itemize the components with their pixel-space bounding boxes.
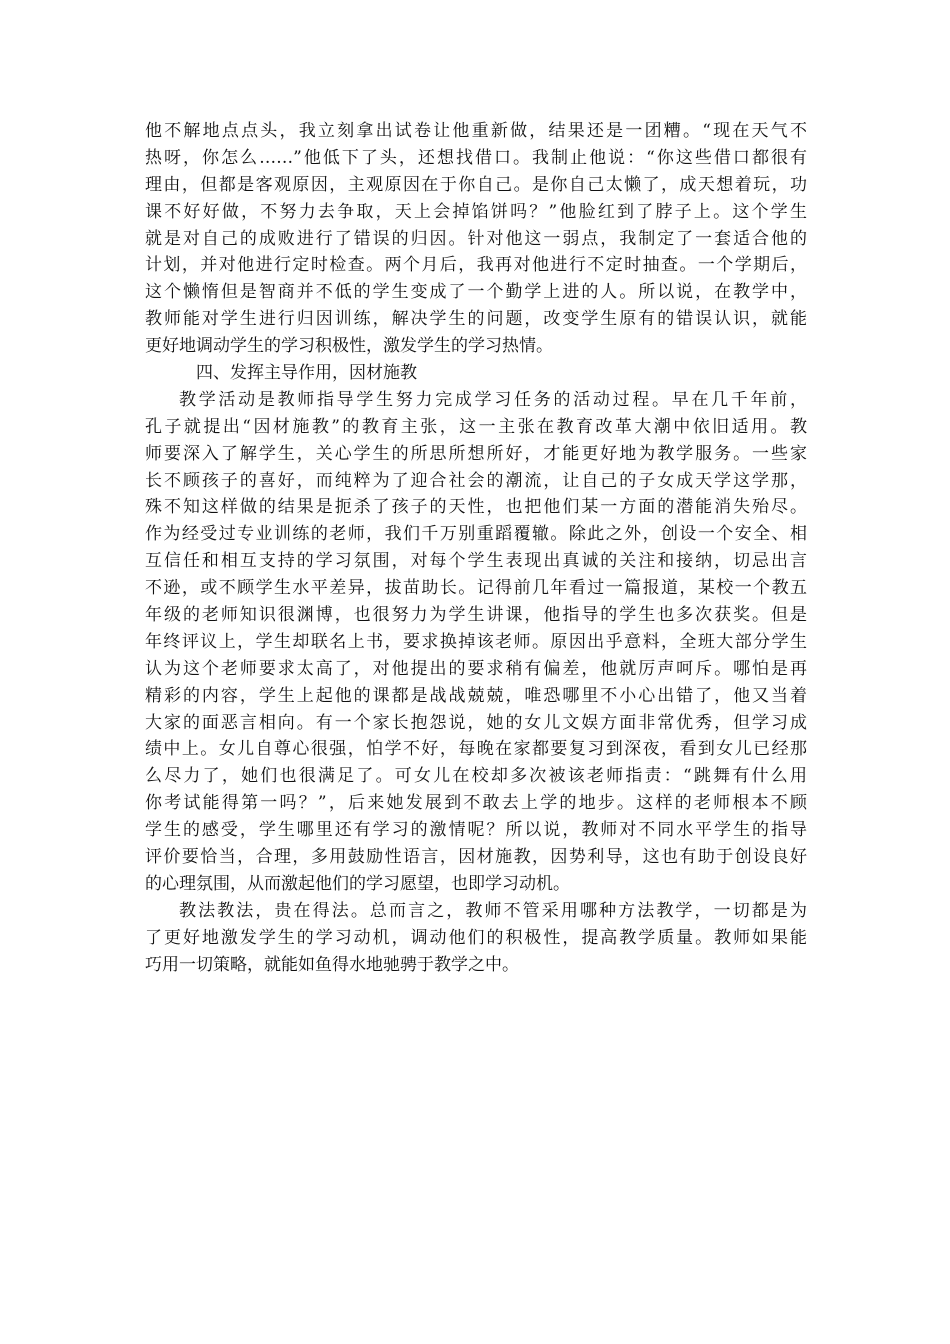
- text-line: 教师能对学生进行归因训练，解决学生的问题，改变学生原有的错误认识，就能: [145, 309, 807, 330]
- text-line: 理由，但都是客观原因，主观原因在于你自己。是你自己太懒了，成天想着玩，功: [145, 174, 807, 195]
- text-line: 师要深入了解学生，关心学生的所思所想所好，才能更好地为教学服务。一些家: [145, 443, 807, 464]
- text-line: 孔子就提出“因材施教”的教育主张，这一主张在教育改革大潮中依旧适用。教: [145, 416, 807, 437]
- text-line: 评价要恰当，合理，多用鼓励性语言，因材施教，因势利导，这也有助于创设良好: [145, 847, 807, 868]
- paragraph-3: [145, 898, 807, 979]
- text-line: 长不顾孩子的喜好，而纯粹为了迎合社会的潮流，让自己的子女成天学这学那，: [145, 470, 807, 491]
- text-line: 巧用一切策略，就能如鱼得水地驰骋于教学之中。: [145, 954, 519, 975]
- document-page: [145, 118, 807, 979]
- text-line: 他不解地点点头，我立刻拿出试卷让他重新做，结果还是一团糟。“现在天气不: [145, 121, 807, 141]
- text-line: 作为经受过专业训练的老师，我们千万别重蹈覆辙。除此之外，创设一个安全、相: [145, 524, 807, 545]
- text-line: 精彩的内容，学生上起他的课都是战战兢兢，唯恐哪里不小心出错了，他又当着: [145, 685, 807, 706]
- text-line: 的心理氛围，从而激起他们的学习愿望，也即学习动机。: [145, 873, 570, 894]
- paragraph-1: [145, 118, 807, 360]
- heading-text: 四、发挥主导作用，因材施教: [196, 363, 417, 384]
- text-line: 大家的面恶言相向。有一个家长抱怨说，她的女儿文娱方面非常优秀，但学习成: [145, 712, 807, 733]
- text-line: 殊不知这样做的结果是扼杀了孩子的天性，也把他们某一方面的潜能消失殆尽。: [145, 497, 807, 518]
- text-line: 就是对自己的成败进行了错误的归因。针对他这一弱点，我制定了一套适合他的: [145, 228, 807, 249]
- text-line: 你考试能得第一吗？”，后来她发展到不敢去上学的地步。这样的老师根本不顾: [145, 793, 807, 814]
- text-line: 不逊，或不顾学生水平差异，拔苗助长。记得前几年看过一篇报道，某校一个教五: [145, 578, 807, 599]
- text-line: 年终评议上，学生却联名上书，要求换掉该老师。原因出乎意料，全班大部分学生: [145, 631, 807, 652]
- text-line: 么尽力了，她们也很满足了。可女儿在校却多次被该老师指责：“跳舞有什么用: [145, 766, 807, 787]
- text-line: 计划，并对他进行定时检查。两个月后，我再对他进行不定时抽查。一个学期后，: [145, 255, 807, 276]
- section-heading: [145, 360, 807, 387]
- paragraph-2: [145, 387, 807, 898]
- text-line: 热呀，你怎么……”他低下了头，还想找借口。我制止他说：“你这些借口都很有: [145, 147, 807, 168]
- text-line: 绩中上。女儿自尊心很强，怕学不好，每晚在家都要复习到深夜，看到女儿已经那: [145, 739, 807, 760]
- text-line: 学生的感受，学生哪里还有学习的激情呢？所以说，教师对不同水平学生的指导: [145, 820, 807, 841]
- text-line: 教法教法，贵在得法。总而言之，教师不管采用哪种方法教学，一切都是为: [179, 900, 807, 921]
- text-line: 这个懒惰但是智商并不低的学生变成了一个勤学上进的人。所以说，在教学中，: [145, 282, 807, 303]
- text-line: 认为这个老师要求太高了，对他提出的要求稍有偏差，他就厉声呵斥。哪怕是再: [145, 658, 807, 679]
- text-line: 更好地调动学生的学习积极性，激发学生的学习热情。: [145, 336, 553, 357]
- text-line: 教学活动是教师指导学生努力完成学习任务的活动过程。早在几千年前，: [179, 389, 807, 410]
- text-line: 互信任和相互支持的学习氛围，对每个学生表现出真诚的关注和接纳，切忌出言: [145, 551, 807, 572]
- text-line: 年级的老师知识很渊博，也很努力为学生讲课，他指导的学生也多次获奖。但是: [145, 605, 807, 626]
- text-line: 了更好地激发学生的学习动机，调动他们的积极性，提高教学质量。教师如果能: [145, 927, 807, 948]
- text-line: 课不好好做，不努力去争取，天上会掉馅饼吗？”他脸红到了脖子上。这个学生: [145, 201, 807, 222]
